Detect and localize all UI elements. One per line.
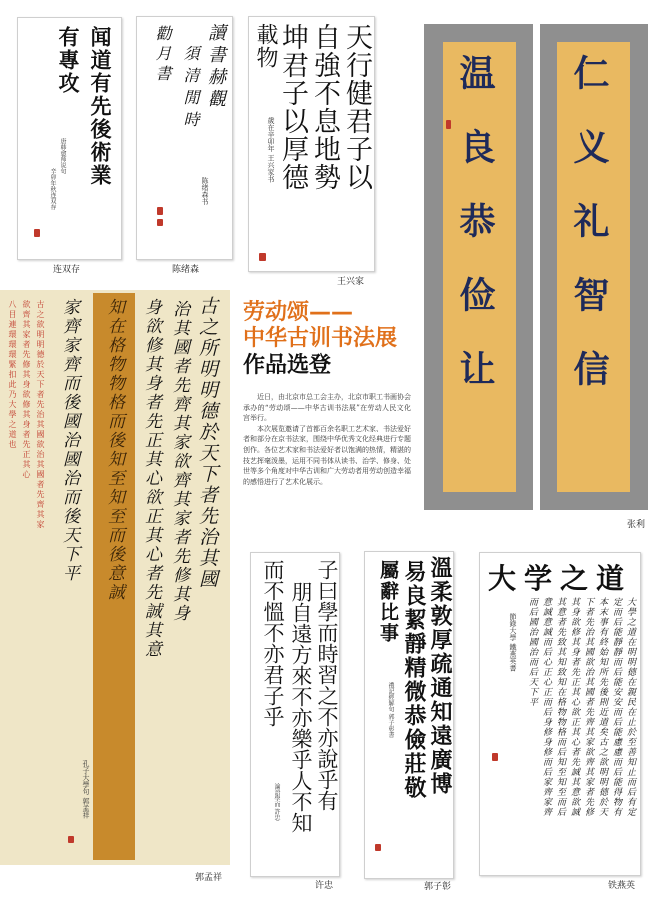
artwork-heading: 大学之道 [487,562,632,595]
inscription: 節錄大學 鐵燕英書 [509,613,517,672]
calligraphy-column: 大學之道在明明德在親民在止於至善知止而后有定 [625,597,635,817]
artwork-xu-zhong [250,552,340,877]
couplet-text-left: 温良恭俭让 [454,54,496,424]
calligraphy-column: 意誠意誠而后心正心正而后身修身修而后家齊家齊 [541,597,551,817]
calligraphy-column: 本末事有終始知所先後則近道矣古之欲明明德於天 [597,597,607,817]
calligraphy-column: 定而后能靜靜而后能安安而后能慮慮而后能得物有 [611,597,621,817]
artwork-wang-xingjia [248,16,375,272]
couplet-panel-left [443,42,516,492]
artwork-guo-zizhang [364,551,454,879]
inscription: 孔子大學句 郭孟祥 [82,760,90,819]
calligraphy-column: 須清閒時 [181,45,200,133]
calligraphy-column: 身欲修其身者先正其心欲正其心者先誠其意 [141,298,161,659]
calligraphy-column: 易良絜靜精微恭儉莊敬 [401,560,427,800]
inscription: 辛卯年秋连双存 [49,168,56,210]
calligraphy-column: 屬辭比事 [377,560,399,644]
article-title-line2: 中华古训书法展 [243,326,398,351]
inscription: 禮記經解句 郭子彰書 [387,682,394,738]
author-caption: 连双存 [53,265,81,275]
author-caption: 许忠 [315,881,334,891]
seal-stamp [68,836,74,843]
seal-stamp [157,207,163,215]
article-title-line1: 劳动颂—— [243,300,354,325]
calligraphy-column: 勸月書 [153,25,172,85]
calligraphy-column: 知在格物物格而後知至知至而後意誠 [104,298,124,602]
calligraphy-column: 朋自遠方來不亦樂乎人不知 [289,581,313,833]
article-para-2: 本次展览邀请了首都百余名职工艺术家、书法爱好者和部分在京书法家，围绕中华优秀文化经典进行专题创作。各位艺术家和书法爱好者以饱满的热情，精湛的技艺挥毫泼墨，运用不同书体从读书、治学、修身、处世等多个角度对中华古训和广大劳动者用劳动创造幸福的感悟进行了艺术化展示。 [243,424,411,486]
calligraphy-column: 自強不息地勢 [309,23,340,191]
author-caption: 郭子彰 [424,882,452,892]
red-inscription: 八目連環環環緊扣此乃大學之道也 [8,300,17,450]
author-caption: 郭孟祥 [195,873,223,883]
seal-stamp [492,753,498,761]
calligraphy-column: 溫柔敦厚疏通知遠廣博 [427,556,453,796]
calligraphy-column: 下者先治其國欲治其國者先齊其家欲齊其家者先修 [583,597,593,817]
author-caption: 陈绪森 [172,265,200,275]
couplet-text-right: 仁义礼智信 [568,54,610,424]
inscription: 論語學而 許忠 [273,783,280,821]
calligraphy-column: 治其國者先齊其家欲齊其家者先修其身 [169,300,189,623]
seal-stamp [259,253,266,261]
author-caption: 铁燕英 [608,881,636,891]
calligraphy-column: 家齊家齊而後國治國治而後天下平 [59,298,79,583]
red-inscription: 古之欲明明德於天下者先治其國欲治其國者先齊其家 [36,300,45,530]
artwork-chen-xusen [136,16,233,260]
author-caption: 张利 [627,520,646,530]
inscription: 唐韩愈师说句 [59,138,66,174]
calligraphy-column: 其身欲修其身者先正其心欲正其心者先誠其意欲誠 [569,597,579,817]
article-paragraph [243,392,411,487]
couplet-panel-right [557,42,630,492]
calligraphy-column: 讀書赫觀 [205,23,226,111]
red-inscription: 欲齊其家者先修其身欲修其身者先正其心 [22,300,31,480]
artwork-lian-shuangcun [17,17,122,260]
article-subtitle: 作品选登 [243,353,332,378]
inscription: 陈绪森书 [201,177,209,205]
inscription: 歲在辛卯年 王兴家书 [267,117,275,183]
article-para-1: 近日，由北京市总工会主办，北京市职工书画协会承办的“劳动颂——中华古训书法展”在劳动人民文化宫举行。 [243,393,411,423]
calligraphy-column: 而不慍不亦君子乎 [261,559,285,727]
artwork-tie-yanying [479,552,641,876]
author-caption: 王兴家 [337,277,365,287]
calligraphy-column: 其意者先致其知致知在格物物格而后知至知至而后 [555,597,565,817]
seal-stamp [157,219,163,226]
seal-stamp [34,229,40,237]
calligraphy-column: 子曰學而時習之不亦說乎有 [315,559,339,811]
calligraphy-column: 天行健君子以 [341,23,372,191]
seal-stamp [375,844,381,851]
calligraphy-column: 有專攻 [56,26,81,95]
seal-stamp [446,120,451,129]
calligraphy-column: 坤君子以厚德 [277,23,308,191]
calligraphy-column: 而后國治國治而后天下平 [527,597,537,707]
calligraphy-column: 古之所明明德於天下者先治其國 [196,296,218,590]
calligraphy-column: 載物 [253,23,278,69]
calligraphy-column: 闻道有先後術業 [88,26,113,187]
